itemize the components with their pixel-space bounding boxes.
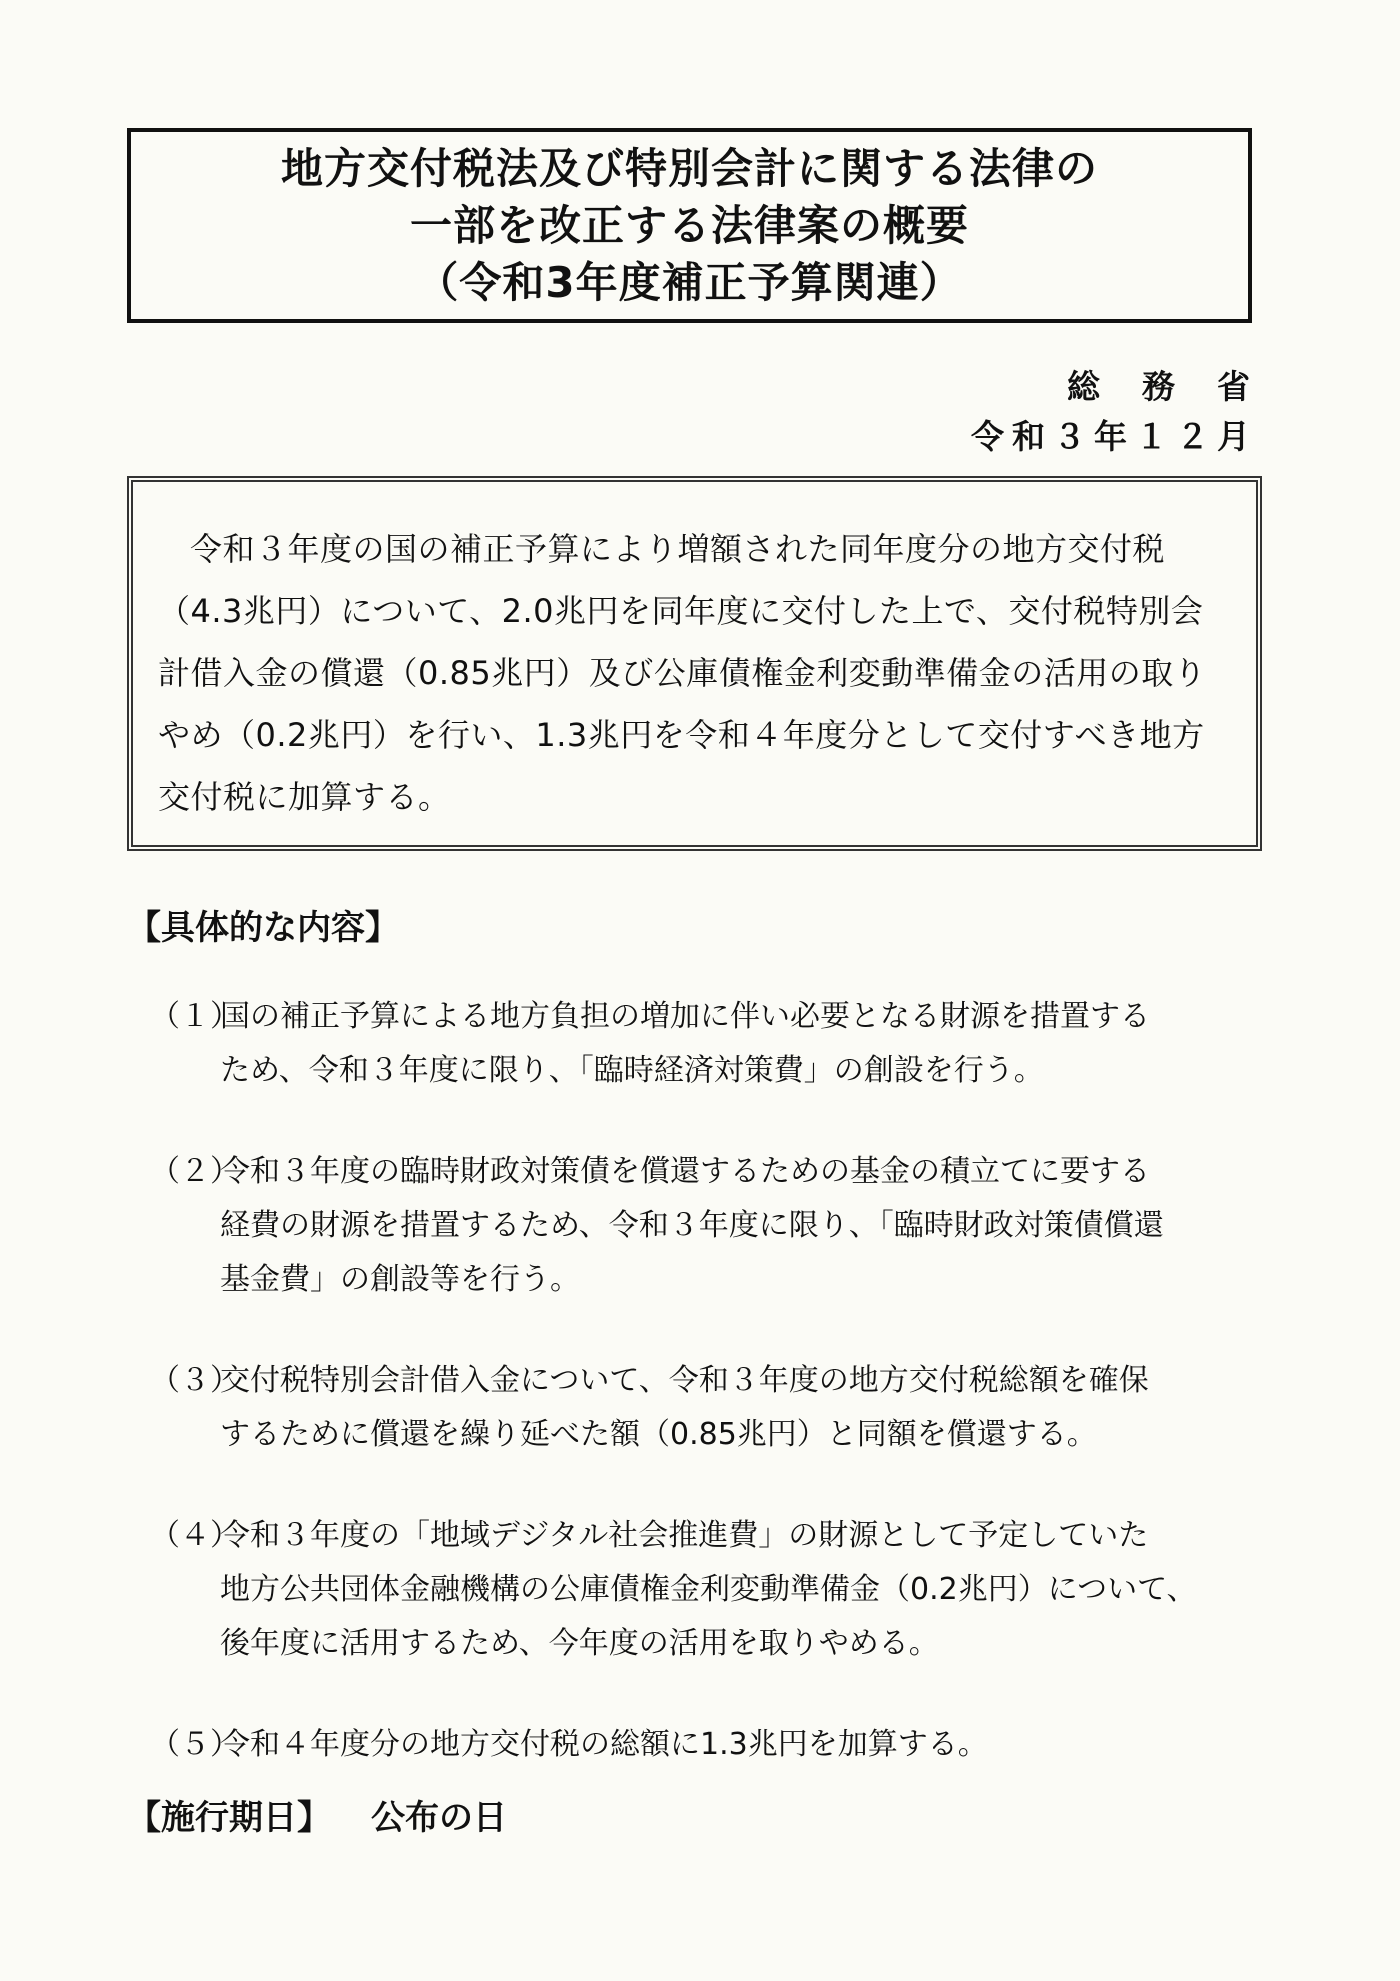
item-line: 交付税特別会計借入金について、令和３年度の地方交付税総額を確保 bbox=[220, 1363, 1149, 1398]
title-line-2: 一部を改正する法律案の概要 bbox=[409, 201, 969, 250]
enforcement-value: 公布の日 bbox=[371, 1798, 507, 1838]
summary-box bbox=[127, 476, 1262, 851]
item-line: 令和３年度の臨時財政対策債を償還するための基金の積立てに要する bbox=[220, 1154, 1150, 1189]
item-number: （１） bbox=[150, 999, 240, 1034]
list-item bbox=[150, 1718, 1260, 1772]
item-number: （２） bbox=[150, 1154, 240, 1189]
item-text bbox=[220, 990, 1260, 1098]
title-box bbox=[127, 128, 1252, 323]
item-line: 令和４年度分の地方交付税の総額に1.3兆円を加算する。 bbox=[220, 1727, 988, 1762]
list-item bbox=[150, 1509, 1260, 1671]
enforcement-label: 【施行期日】 bbox=[127, 1798, 331, 1838]
item-number: （５） bbox=[150, 1727, 240, 1762]
item-line: するために償還を繰り延べた額（0.85兆円）と同額を償還する。 bbox=[220, 1417, 1097, 1452]
document-date: 令和３年１２月 bbox=[971, 417, 1258, 456]
list-item bbox=[150, 1145, 1260, 1307]
item-line: 国の補正予算による地方負担の増加に伴い必要となる財源を措置する bbox=[220, 999, 1150, 1034]
summary-text: 令和３年度の国の補正予算により増額された同年度分の地方交付税（4.3兆円）について、2.0兆円を同年度に交付した上で、交付税特別会計借入金の償還（0.85兆円）及び公庫債権金利変動準備金の活用の取りやめ（0.2兆円）を行い、1.3兆円を令和４年度分として交付すべき地方交付税に加算する。 bbox=[158, 530, 1207, 816]
item-line: 基金費」の創設等を行う。 bbox=[220, 1262, 580, 1297]
enforcement-date bbox=[127, 1790, 507, 1839]
item-text bbox=[220, 1354, 1260, 1462]
item-text bbox=[220, 1145, 1260, 1307]
organization-name: 総務省 bbox=[1067, 367, 1292, 406]
details-heading: 【具体的な内容】 bbox=[127, 908, 399, 948]
item-number: （３） bbox=[150, 1363, 240, 1398]
item-text bbox=[220, 1718, 1260, 1772]
item-text bbox=[220, 1509, 1260, 1671]
item-line: 経費の財源を措置するため、令和３年度に限り、「臨時財政対策債償還 bbox=[220, 1208, 1164, 1243]
item-line: ため、令和３年度に限り、「臨時経済対策費」の創設を行う。 bbox=[220, 1053, 1044, 1088]
item-line: 令和３年度の「地域デジタル社会推進費」の財源として予定していた bbox=[220, 1518, 1149, 1553]
title-line-3: （令和3年度補正予算関連） bbox=[416, 258, 963, 307]
list-item bbox=[150, 990, 1260, 1098]
title-line-1: 地方交付税法及び特別会計に関する法律の bbox=[280, 144, 1098, 193]
details-list bbox=[150, 990, 1260, 1819]
list-item bbox=[150, 1354, 1260, 1462]
item-line: 地方公共団体金融機構の公庫債権金利変動準備金（0.2兆円）について、 bbox=[220, 1572, 1197, 1607]
item-number: （４） bbox=[150, 1518, 240, 1553]
item-line: 後年度に活用するため、今年度の活用を取りやめる。 bbox=[220, 1626, 939, 1661]
document-meta bbox=[971, 362, 1292, 462]
